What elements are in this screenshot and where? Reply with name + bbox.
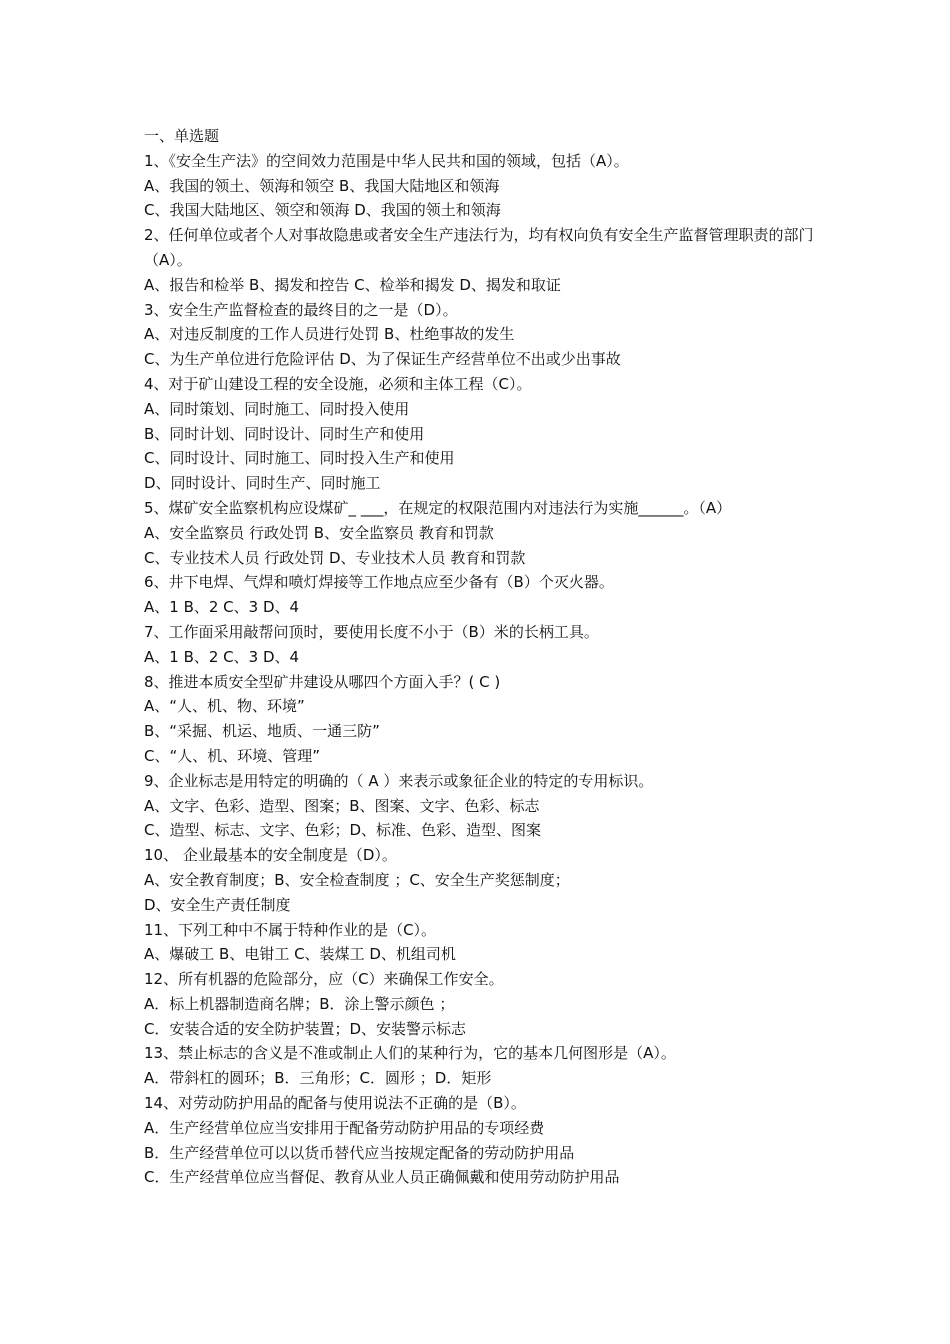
question-10-options-abc: A、安全教育制度；B、安全检查制度 ；C、安全生产奖惩制度； bbox=[144, 870, 570, 889]
question-9-options-cd: C、造型、标志、文字、色彩；D、标准、色彩、造型、图案 bbox=[144, 821, 542, 840]
question-11-options: A、爆破工 B、电钳工 C、装煤工 D、机组司机 bbox=[144, 945, 456, 964]
question-8-option-a: A、“人、机、物、环境” bbox=[144, 697, 305, 716]
question-2: 2、任何单位或者个人对事故隐患或者安全生产违法行为，均有权向负有安全生产监督管理职责的部门（A）。 bbox=[144, 226, 814, 269]
question-8-option-b: B、“采掘、机运、地质、一通三防” bbox=[144, 722, 380, 741]
question-4-option-b: B、同时计划、同时设计、同时生产和使用 bbox=[144, 424, 425, 443]
question-4: 4、对于矿山建设工程的安全设施，必须和主体工程（C）。 bbox=[144, 374, 532, 393]
question-3-options-ab: A、对违反制度的工作人员进行处罚 B、杜绝事故的发生 bbox=[144, 325, 515, 344]
question-4-option-a: A、同时策划、同时施工、同时投入使用 bbox=[144, 399, 410, 418]
question-7-options: A、1 B、2 C、3 D、4 bbox=[144, 647, 300, 666]
question-1: 1、《安全生产法》的空间效力范围是中华人民共和国的领域，包括（A）。 bbox=[144, 151, 629, 170]
question-4-option-c: C、同时设计、同时施工、同时投入生产和使用 bbox=[144, 449, 455, 468]
question-12-options-cd: C．安装合适的安全防护装置；D、安装警示标志 bbox=[144, 1019, 467, 1038]
question-6-options: A、1 B、2 C、3 D、4 bbox=[144, 598, 300, 617]
question-8: 8、推进本质安全型矿井建设从哪四个方面入手？( C ) bbox=[144, 672, 501, 691]
question-5-options-ab: A、安全监察员 行政处罚 B、安全监察员 教育和罚款 bbox=[144, 523, 494, 542]
question-14-option-a: A．生产经营单位应当安排用于配备劳动防护用品的专项经费 bbox=[144, 1118, 545, 1137]
question-8-option-c: C、“人、机、环境、管理” bbox=[144, 746, 321, 765]
question-1-options-ab: A、我国的领土、领海和领空 B、我国大陆地区和领海 bbox=[144, 176, 500, 195]
question-10-option-d: D、安全生产责任制度 bbox=[144, 895, 291, 914]
question-3: 3、安全生产监督检查的最终目的之一是（D）。 bbox=[144, 300, 458, 319]
question-9: 9、企业标志是用特定的明确的（ A ）来表示或象征企业的特定的专用标识。 bbox=[144, 771, 654, 790]
question-10: 10、 企业最基本的安全制度是（D）。 bbox=[144, 846, 397, 865]
question-14-option-b: B．生产经营单位可以以货币替代应当按规定配备的劳动防护用品 bbox=[144, 1143, 575, 1162]
question-3-options-cd: C、为生产单位进行危险评估 D、为了保证生产经营单位不出或少出事故 bbox=[144, 350, 621, 369]
question-7: 7、工作面采用敲帮问顶时，要使用长度不小于（B）米的长柄工具。 bbox=[144, 622, 599, 641]
question-1-options-cd: C、我国大陆地区、领空和领海 D、我国的领土和领海 bbox=[144, 201, 501, 220]
question-13-options: A．带斜杠的圆环；B．三角形；C．圆形 ；D．矩形 bbox=[144, 1069, 492, 1088]
question-2-options: A、报告和检举 B、揭发和控告 C、检举和揭发 D、揭发和取证 bbox=[144, 275, 561, 294]
question-5-options-cd: C、专业技术人员 行政处罚 D、专业技术人员 教育和罚款 bbox=[144, 548, 526, 567]
question-13: 13、禁止标志的含义是不准或制止人们的某种行为，它的基本几何图形是（A）。 bbox=[144, 1044, 676, 1063]
document-body bbox=[144, 124, 824, 1190]
question-6: 6、井下电焊、气焊和喷灯焊接等工作地点应至少备有（B）个灭火器。 bbox=[144, 573, 614, 592]
question-12-options-ab: A．标上机器制造商名牌；B．涂上警示颜色 ； bbox=[144, 994, 455, 1013]
section-heading: 一、单选题 bbox=[144, 127, 220, 145]
question-4-option-d: D、同时设计、同时生产、同时施工 bbox=[144, 474, 381, 493]
question-5: 5、煤矿安全监察机构应设煤矿_ ___，在规定的权限范围内对违法行为实施______。（A） bbox=[144, 498, 732, 517]
question-11: 11、下列工种中不属于特种作业的是（C）。 bbox=[144, 920, 437, 939]
question-14: 14、对劳动防护用品的配备与使用说法不正确的是（B）。 bbox=[144, 1094, 526, 1113]
question-12: 12、所有机器的危险部分，应（C）来确保工作安全。 bbox=[144, 970, 504, 989]
question-9-options-ab: A、文字、色彩、造型、图案；B、图案、文字、色彩、标志 bbox=[144, 796, 540, 815]
question-14-option-c: C．生产经营单位应当督促、教育从业人员正确佩戴和使用劳动防护用品 bbox=[144, 1168, 620, 1187]
